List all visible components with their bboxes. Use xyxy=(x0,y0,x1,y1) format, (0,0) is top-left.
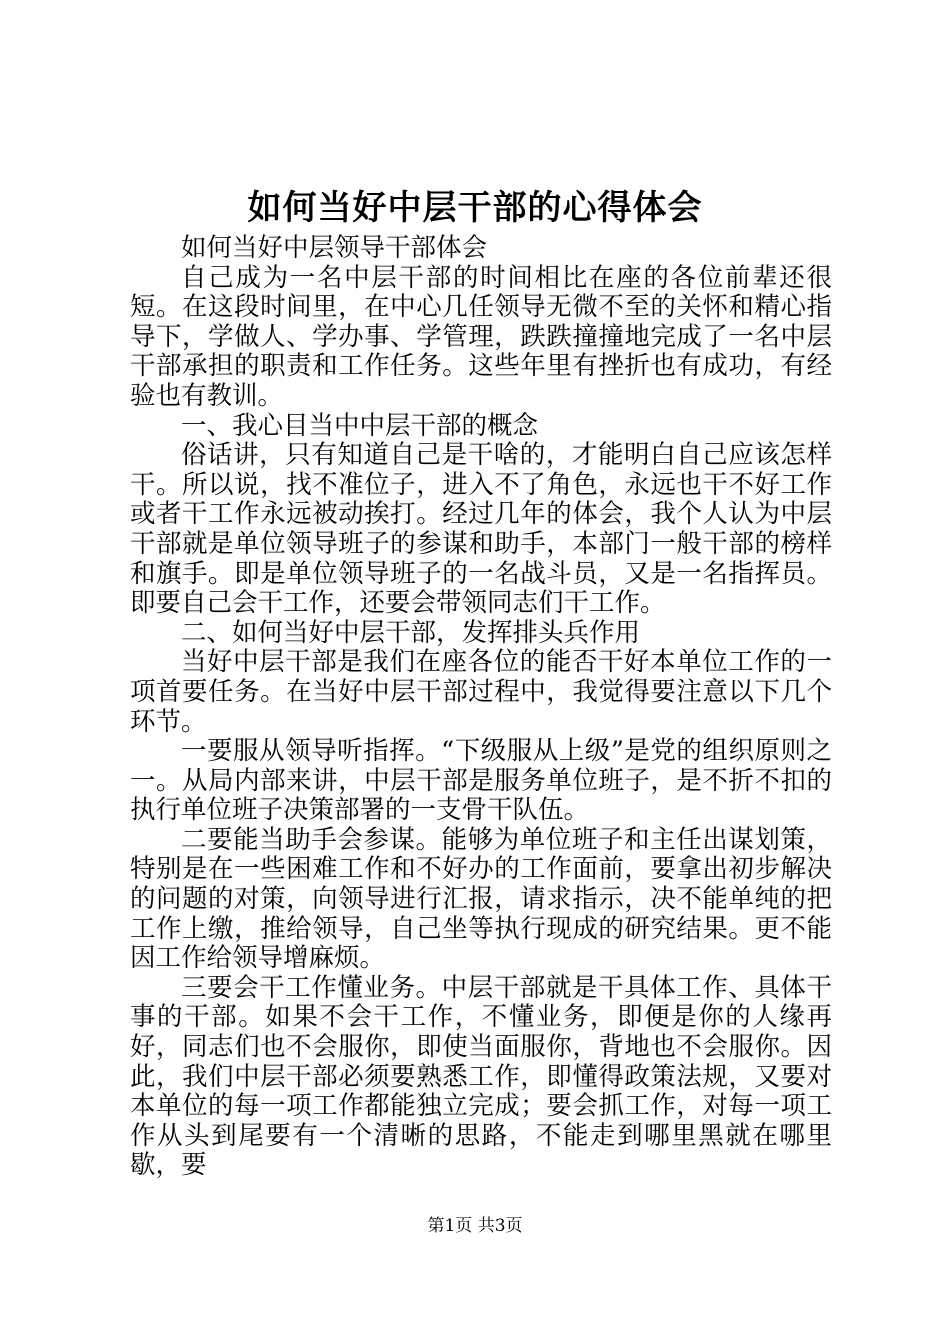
paragraph-point-3: 三要会干工作懂业务。中层干部就是干具体工作、具体干事的干部。如果不会干工作，不懂业务，即便是你的人缘再好，同志们也不会服你，即使当面服你，背地也不会服你。因此，我们中层干部必须要熟悉工作，即懂得政策法规，又要对本单位的每一项工作都能独立完成；要会抓工作，对每一项工作从头到尾要有一个清晰的思路，不能走到哪里黑就在哪里歇，要 xyxy=(130,972,832,1181)
document-title: 如何当好中层干部的心得体会 xyxy=(247,188,703,228)
paragraph-intro: 自己成为一名中层干部的时间相比在座的各位前辈还很短。在这段时间里，在中心几任领导无微不至的关怀和精心指导下，学做人、学办事、学管理，跌跌撞撞地完成了一名中层干部承担的职责和工作任务。这些年里有挫折也有成功，有经验也有教训。 xyxy=(130,262,832,411)
document-body xyxy=(130,234,832,1181)
page-number-footer: 第1页 共3页 xyxy=(427,1216,523,1236)
paragraph-point-2: 二要能当助手会参谋。能够为单位班子和主任出谋划策，特别是在一些困难工作和不好办的工作面前，要拿出初步解决的问题的对策，向领导进行汇报，请求指示，决不能单纯的把工作上缴，推给领导，自己坐等执行现成的研究结果。更不能因工作给领导增麻烦。 xyxy=(130,824,832,974)
section-heading-2: 二、如何当好中层干部，发挥排头兵作用 xyxy=(181,617,641,648)
paragraph-task: 当好中层干部是我们在座各位的能否干好本单位工作的一项首要任务。在当好中层干部过程中，我觉得要注意以下几个环节。 xyxy=(130,647,832,737)
paragraph-concept: 俗话讲，只有知道自己是干啥的，才能明白自己应该怎样干。所以说，找不准位子，进入不了角色，永远也干不好工作或者干工作永远被动挨打。经过几年的体会，我个人认为中层干部就是单位领导班子的参谋和助手，本部门一般干部的榜样和旗手。即是单位领导班子的一名战斗员，又是一名指挥员。即要自己会干工作，还要会带领同志们干工作。 xyxy=(130,440,832,619)
paragraph-subtitle: 如何当好中层领导干部体会 xyxy=(181,233,488,263)
section-heading-1: 一、我心目当中中层干部的概念 xyxy=(181,410,539,441)
paragraph-point-1: 一要服从领导听指挥。“下级服从上级”是党的组织原则之一。从局内部来讲，中层干部是服务单位班子，是不折不扣的执行单位班子决策部署的一支骨干队伍。 xyxy=(130,736,832,826)
